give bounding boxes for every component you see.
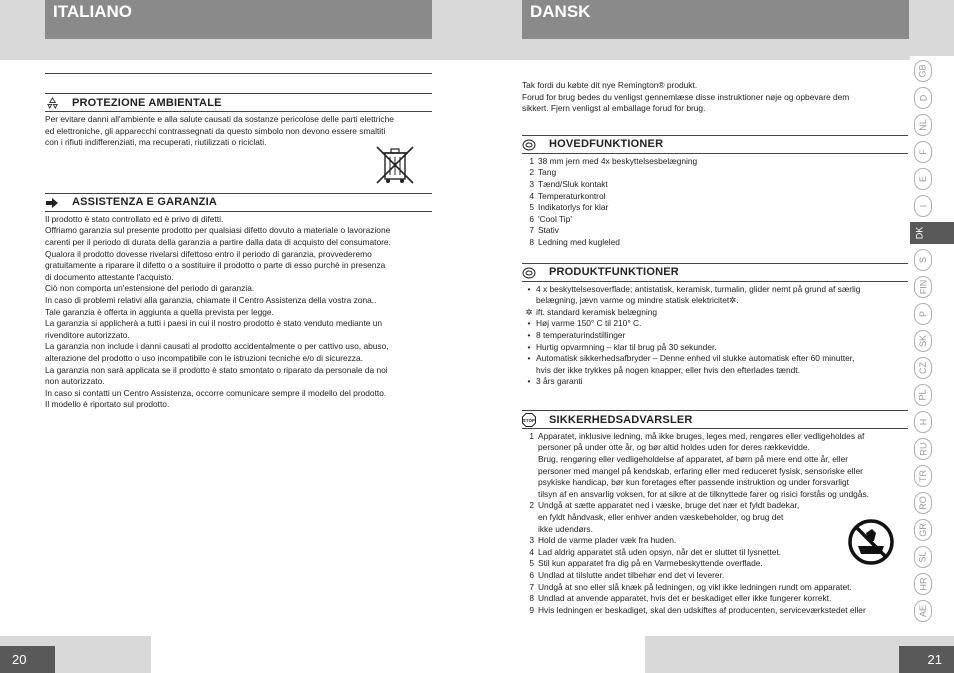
list-item: 3 Tænd/Sluk kontakt [529,178,608,189]
service-heading: ASSISTENZA E GARANZIA [45,196,432,212]
arrow-right-icon [45,196,59,210]
eye-icon [522,266,536,280]
page-title-right: DANSK [522,0,909,39]
page-title-left: ITALIANO [45,0,432,39]
left-column [45,73,432,411]
list-item: 2 Undgå at sætte apparatet ned i væske, bruge det nær et fyldt badekar, en fyldt håndvask, eller enhver anden væskebeholder, og brug det ikke udendørs. [529,500,800,534]
list-item: 5 Stil kun apparatet fra dig på en Varmebeskyttende overflade. [529,558,763,569]
list-item: 6 'Cool Tip' [529,213,572,224]
language-tab-hr[interactable]: HR [914,573,932,595]
stop-icon [522,413,536,427]
language-tab-h[interactable]: H [914,411,932,433]
list-item: 8 Ledning med kugleled [529,236,620,247]
crossed-bin-icon [373,143,417,187]
list-item: 7 Stativ [529,225,559,236]
language-tab-ru[interactable]: RU [914,438,932,460]
language-tab-d[interactable]: D [914,87,932,109]
service-text: Il prodotto è stato controllato ed è privo di difetti. Offriamo garanzia sul presente prodotto per qualsiasi difetto dovuto a materiale o lavorazione carenti per il periodo di durata della garanzia a partire dalla data di acquisto del consumatore. Qualora il prodotto dovesse rivelarsi difettoso entro il periodo di garanzia, provvederemo gratuitamente a riparare il difetto o a sostituire il prodotto o parte di esso purchè in presenza di documento attestante l'acquisto. Ciò non comporta un'estensione del periodo di garanzia. In caso di problemi relativi alla garanzia, chiamate il Centro Assistenza della vostra zona.. Tale garanzia è offerta in aggiunta a quella prevista per legge. La garanzia si applicherà a tutti i paesi in cui il nostro prodotto è stato venduto mediante un rivenditore autorizzato. La garanzia non include i danni causati al prodotto accidentalmente o per cattivo uso, abuso, alterazione del prodotto o uso incompatibile con le istruzioni tecniche e/o di sicurezza. La garanzia non sarà applicata se il prodotto è stato smontato o riparato da personale da noi non autorizzato. In caso si contatti un Centro Assistenza, occorre comunicare sempre il modello del prodotto. Il modello è riportato sul prodotto. [45,213,391,410]
eye-icon [522,138,536,152]
language-tab-f[interactable]: F [914,141,932,163]
list-item: • 4 x beskyttelsesoverflade; antistatisk, keramisk, turmalin, glider nemt på grund af særlig belægning, jævn varme og mindre statisk elektricitet✲. [527,283,861,306]
language-tab-dk[interactable]: DK [910,222,954,244]
language-tab-nl[interactable]: NL [914,114,932,136]
language-tab-cz[interactable]: CZ [914,357,932,379]
language-tab-sl[interactable]: SL [914,546,932,568]
language-tab-p[interactable]: P [914,303,932,325]
language-tab-i[interactable]: I [914,195,932,217]
list-item: ✲ ift. standard keramisk belægning [525,306,658,317]
language-tab-gr[interactable]: GR [914,519,932,541]
env-heading: PROTEZIONE AMBIENTALE [45,96,432,112]
intro-text: Tak fordi du købte dit nye Remington® produkt. Forud for brug bedes du venligst gennemlæse disse instruktioner nøje og opbevare dem sikkert. Fjern venligst al emballage forud for brug. [522,80,850,114]
language-tab-sk[interactable]: SK [914,330,932,352]
safety-list [522,431,908,617]
language-tab-fin[interactable]: FIN [914,276,932,298]
main-features-heading: HOVEDFUNKTIONER [522,138,908,154]
list-item: 8 Undlad at anvende apparatet, hvis det er beskadiget eller ikke fungerer korrekt. [529,593,832,604]
list-item: 1 38 mm jern med 4x beskyttelsesbelægning [529,155,698,166]
list-item: 2 Tang [529,167,557,178]
list-item: • Automatisk sikkerhedsafbryder – Denne enhed vil slukke automatisk efter 60 minutter, hvis der ikke trykkes på nogen knapper, eller hvis den efterlades tændt. [527,353,855,375]
recycle-icon [45,97,59,111]
list-item: 4 Temperaturkontrol [529,190,606,201]
language-tab-pl[interactable]: PL [914,384,932,406]
language-tab-ro[interactable]: RO [914,492,932,514]
list-item: 6 Undlad at tilslutte andet tilbehør end det vi leverer. [529,570,725,580]
list-item: • Høj varme 150° C til 210° C. [527,318,642,329]
list-item: 5 Indikatorlys for klar [529,202,609,213]
svg-text:STOP: STOP [522,418,536,424]
list-item: 4 Lad aldrig apparatet stå uden opsyn, når det er sluttet til lysnettet. [529,546,782,557]
list-item: • Hurtig opvarmning – klar til brug på 30 sekunder. [527,341,717,352]
page-number-right: 21 [899,646,954,673]
safety-heading: STOP SIKKERHEDSADVARSLER [522,413,908,429]
language-tab-tr[interactable]: TR [914,465,932,487]
main-features-list [522,156,908,249]
language-tab-ae[interactable]: AE [914,600,932,622]
product-features-list [522,284,908,388]
product-features-heading: PRODUKTFUNKTIONER [522,266,908,282]
list-item: 1 Apparatet, inklusive ledning, må ikke bruges, leges med, rengøres eller vedligeholdes af personer på under otte år, og bør altid holdes uden for deres rækkevidde. Brug, rengøring eller vedligeholdelse af apparatet, af børn på mere end otte år, eller personer med mangel på kendskab, erfaring eller med reduceret fysisk, sensoriske eller psykiske handicap, bør kun foretages efter passende instruktion og under forsvarligt tilsyn af en ansvarlig voksen, for at sikre at de tilknyttede farer og risici forstås og undgås. [529,430,869,499]
list-item: • 3 års garanti [527,376,583,387]
language-sidebar [910,56,954,636]
language-tab-e[interactable]: E [914,168,932,190]
env-text: Per evitare danni all'ambiente e alla salute causati da sostanze pericolose delle parti elettriche ed elettroniche, gli apparecchi contrassegnati da questo simbolo non devono essere smaltiti con i rifiuti indifferenziati, ma recuperati, riutilizzati o riciclati. [45,114,394,148]
list-item: 7 Undgå at sno eller slå knæk på ledningen, og vikl ikke ledningen rundt om apparatet. [529,581,852,592]
language-tab-s[interactable]: S [914,249,932,271]
list-item: 9 Hvis ledningen er beskadiget, skal den udskiftes af producenten, serviceværkstedet eller [529,604,866,615]
no-water-bath-icon [848,519,894,565]
language-tab-gb[interactable]: GB [914,60,932,82]
list-item: • 8 temperaturindstillinger [527,329,626,340]
list-item: 3 Hold de varme plader væk fra huden. [529,535,677,546]
page-number-left: 20 [0,646,55,673]
right-column [522,80,908,616]
